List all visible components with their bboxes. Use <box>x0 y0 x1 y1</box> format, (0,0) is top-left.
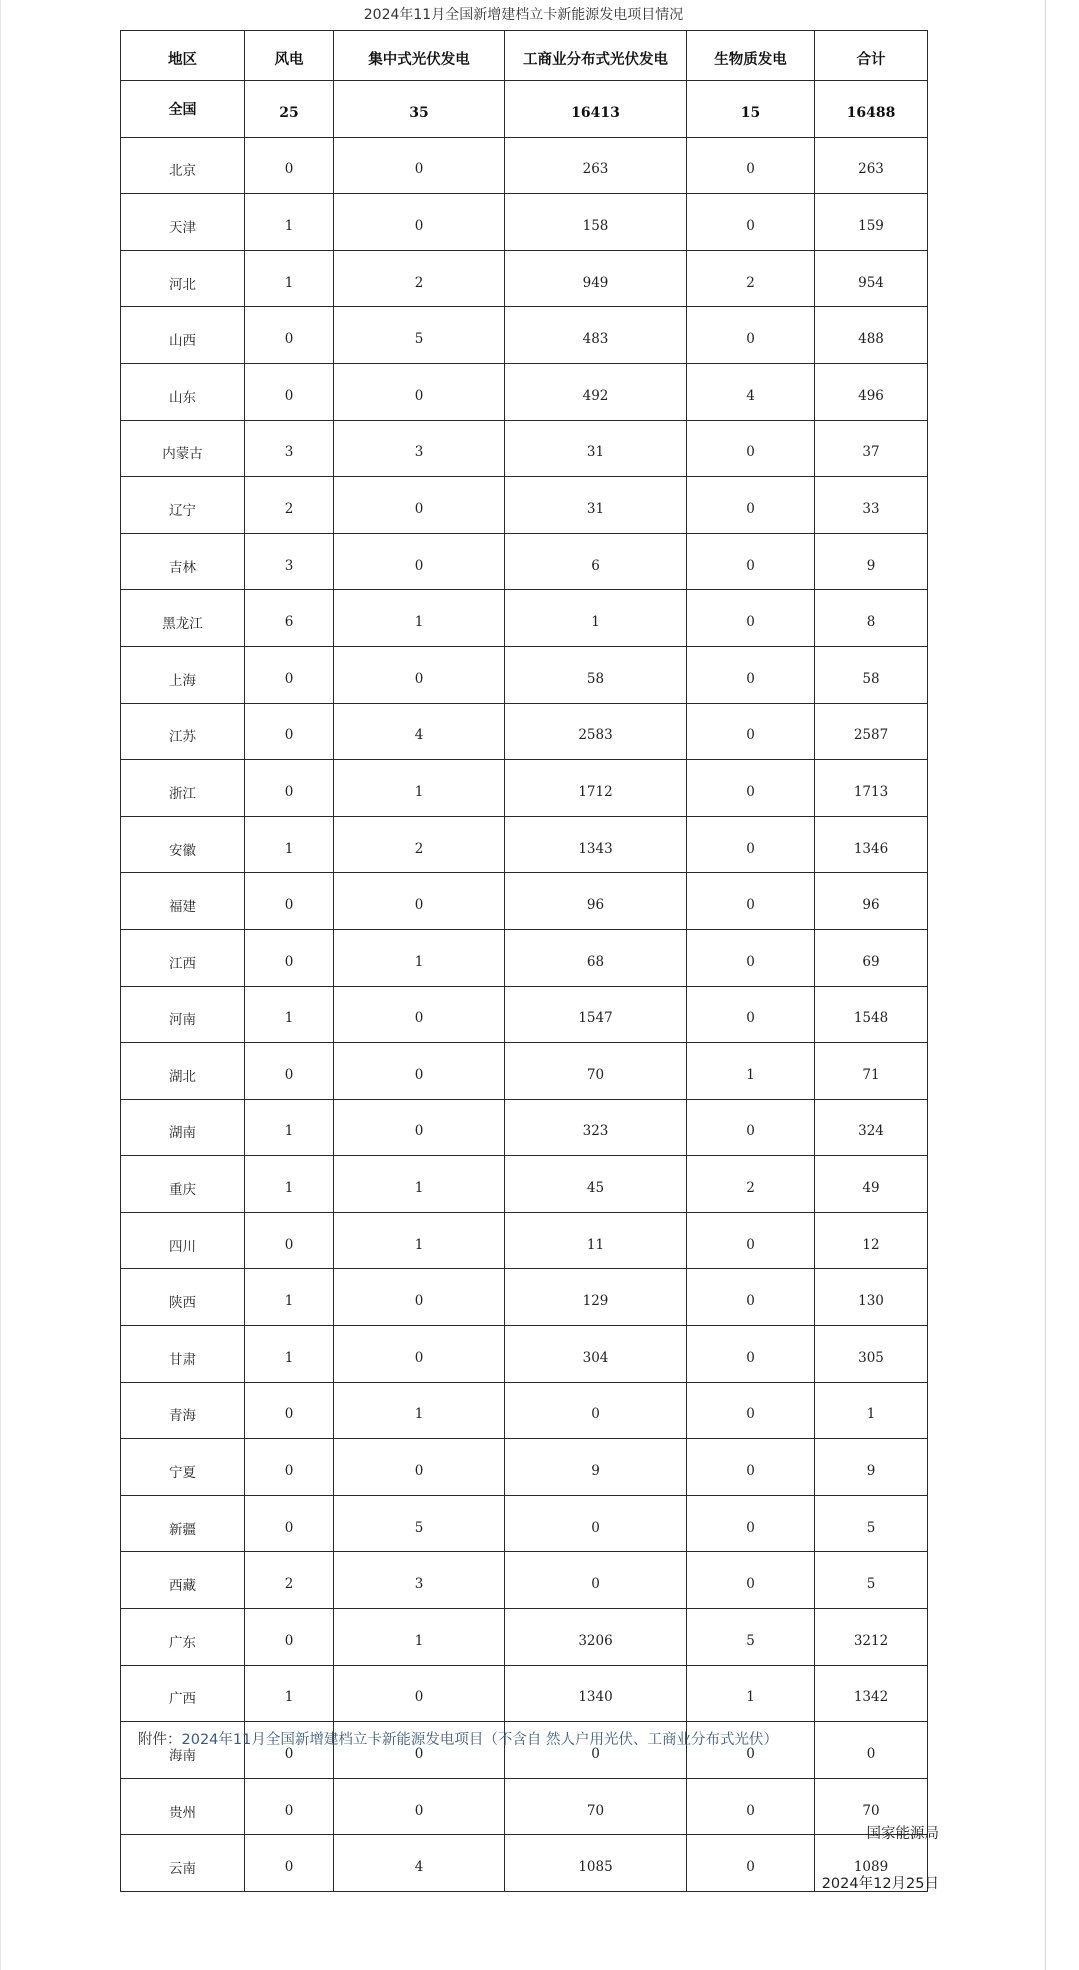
table-row <box>121 873 928 930</box>
cell-central-pv: 0 <box>334 137 505 194</box>
cell-total: 12 <box>815 1212 928 1269</box>
cell-region: 吉林 <box>121 533 245 590</box>
cell-central-pv: 2 <box>334 816 505 873</box>
cell-wind: 1 <box>245 1665 334 1722</box>
cell-biomass: 0 <box>687 1439 815 1496</box>
cell-wind: 1 <box>245 816 334 873</box>
cell-wind: 0 <box>245 1722 334 1779</box>
cell-distributed-pv: 11 <box>505 1212 687 1269</box>
cell-central-pv: 1 <box>334 1609 505 1666</box>
cell-central-pv: 2 <box>334 250 505 307</box>
table-row <box>121 307 928 364</box>
cell-total: 0 <box>815 1722 928 1779</box>
cell-total: 1 <box>815 1382 928 1439</box>
cell-distributed-pv: 1340 <box>505 1665 687 1722</box>
cell-central-pv: 1 <box>334 590 505 647</box>
cell-biomass: 0 <box>687 1778 815 1835</box>
cell-total: 488 <box>815 307 928 364</box>
table-row <box>121 646 928 703</box>
cell-central-pv: 1 <box>334 1382 505 1439</box>
cell-region: 甘肃 <box>121 1326 245 1383</box>
cell-distributed-pv: 158 <box>505 194 687 251</box>
cell-region: 四川 <box>121 1212 245 1269</box>
table-row <box>121 194 928 251</box>
cell-total: 37 <box>815 420 928 477</box>
cell-biomass: 0 <box>687 816 815 873</box>
cell-biomass: 0 <box>687 1835 815 1892</box>
cell-wind: 6 <box>245 590 334 647</box>
cell-distributed-pv: 9 <box>505 1439 687 1496</box>
table-row <box>121 929 928 986</box>
cell-total: 2587 <box>815 703 928 760</box>
cell-central-pv: 1 <box>334 929 505 986</box>
cell-wind: 2 <box>245 477 334 534</box>
cell-central-pv: 0 <box>334 646 505 703</box>
cell-total: 71 <box>815 1043 928 1100</box>
header-total: 合计 <box>815 31 928 81</box>
cell-region: 上海 <box>121 646 245 703</box>
cell-distributed-pv: 949 <box>505 250 687 307</box>
attachment-note <box>138 1728 778 1749</box>
cell-region: 山西 <box>121 307 245 364</box>
header-wind: 风电 <box>245 31 334 81</box>
cell-region: 海南 <box>121 1722 245 1779</box>
cell-wind: 0 <box>245 1212 334 1269</box>
table-row <box>121 1269 928 1326</box>
table-row <box>121 1043 928 1100</box>
cell-region: 福建 <box>121 873 245 930</box>
cell-biomass: 0 <box>687 307 815 364</box>
table-row <box>121 986 928 1043</box>
cell-central-pv: 0 <box>334 873 505 930</box>
cell-biomass: 0 <box>687 646 815 703</box>
cell-region: 河南 <box>121 986 245 1043</box>
table-header-row <box>121 31 928 81</box>
cell-wind: 1 <box>245 1326 334 1383</box>
cell-wind: 3 <box>245 420 334 477</box>
cell-wind: 0 <box>245 760 334 817</box>
cell-wind: 0 <box>245 1609 334 1666</box>
attachment-link[interactable]: 2024年11月全国新增建档立卡新能源发电项目（不含自 然人户用光伏、工商业分布式光伏） <box>181 1732 778 1748</box>
table-row <box>121 1382 928 1439</box>
cell-biomass: 2 <box>687 250 815 307</box>
cell-region: 广东 <box>121 1609 245 1666</box>
cell-total: 159 <box>815 194 928 251</box>
cell-distributed-pv: 492 <box>505 363 687 420</box>
cell-central-pv: 3 <box>334 420 505 477</box>
cell-distributed-pv: 1 <box>505 590 687 647</box>
cell-region: 重庆 <box>121 1156 245 1213</box>
cell-wind: 1 <box>245 250 334 307</box>
cell-biomass: 1 <box>687 1043 815 1100</box>
header-region: 地区 <box>121 31 245 81</box>
table-row <box>121 1552 928 1609</box>
cell-central-pv: 0 <box>334 1269 505 1326</box>
cell-distributed-pv: 31 <box>505 420 687 477</box>
cell-wind: 1 <box>245 986 334 1043</box>
cell-biomass: 0 <box>687 1552 815 1609</box>
cell-central-pv: 0 <box>334 477 505 534</box>
table-row <box>121 1778 928 1835</box>
cell-distributed-pv: 68 <box>505 929 687 986</box>
cell-region: 青海 <box>121 1382 245 1439</box>
header-central-pv: 集中式光伏发电 <box>334 31 505 81</box>
cell-biomass: 0 <box>687 986 815 1043</box>
cell-wind: 0 <box>245 1495 334 1552</box>
national-central-pv: 35 <box>334 81 505 138</box>
cell-total: 5 <box>815 1495 928 1552</box>
cell-region: 河北 <box>121 250 245 307</box>
cell-wind: 1 <box>245 1099 334 1156</box>
cell-biomass: 0 <box>687 1495 815 1552</box>
cell-biomass: 0 <box>687 1722 815 1779</box>
cell-distributed-pv: 58 <box>505 646 687 703</box>
cell-central-pv: 0 <box>334 194 505 251</box>
cell-biomass: 2 <box>687 1156 815 1213</box>
cell-distributed-pv: 263 <box>505 137 687 194</box>
cell-wind: 0 <box>245 929 334 986</box>
cell-central-pv: 0 <box>334 533 505 590</box>
cell-central-pv: 5 <box>334 307 505 364</box>
table-row <box>121 420 928 477</box>
cell-distributed-pv: 1085 <box>505 1835 687 1892</box>
cell-central-pv: 0 <box>334 986 505 1043</box>
cell-total: 954 <box>815 250 928 307</box>
table-row <box>121 1439 928 1496</box>
cell-total: 49 <box>815 1156 928 1213</box>
table-row <box>121 533 928 590</box>
cell-total: 1342 <box>815 1665 928 1722</box>
cell-region: 宁夏 <box>121 1439 245 1496</box>
cell-biomass: 0 <box>687 873 815 930</box>
cell-region: 陕西 <box>121 1269 245 1326</box>
cell-region: 内蒙古 <box>121 420 245 477</box>
cell-total: 33 <box>815 477 928 534</box>
cell-biomass: 0 <box>687 194 815 251</box>
cell-distributed-pv: 0 <box>505 1382 687 1439</box>
table-row <box>121 363 928 420</box>
attachment-label: 附件： <box>138 1732 182 1748</box>
cell-central-pv: 1 <box>334 760 505 817</box>
cell-wind: 0 <box>245 1439 334 1496</box>
national-total: 16488 <box>815 81 928 138</box>
national-total-row <box>121 81 928 138</box>
cell-distributed-pv: 1343 <box>505 816 687 873</box>
cell-wind: 3 <box>245 533 334 590</box>
cell-total: 9 <box>815 1439 928 1496</box>
cell-biomass: 0 <box>687 1099 815 1156</box>
cell-region: 湖北 <box>121 1043 245 1100</box>
cell-distributed-pv: 483 <box>505 307 687 364</box>
cell-central-pv: 0 <box>334 1722 505 1779</box>
cell-region: 江西 <box>121 929 245 986</box>
table-row <box>121 137 928 194</box>
cell-wind: 1 <box>245 1269 334 1326</box>
cell-region: 安徽 <box>121 816 245 873</box>
cell-total: 8 <box>815 590 928 647</box>
cell-biomass: 4 <box>687 363 815 420</box>
cell-biomass: 0 <box>687 590 815 647</box>
cell-total: 96 <box>815 873 928 930</box>
cell-distributed-pv: 0 <box>505 1495 687 1552</box>
table-row <box>121 590 928 647</box>
cell-distributed-pv: 1712 <box>505 760 687 817</box>
cell-total: 70 <box>815 1778 928 1835</box>
cell-total: 58 <box>815 646 928 703</box>
cell-distributed-pv: 70 <box>505 1778 687 1835</box>
national-wind: 25 <box>245 81 334 138</box>
cell-biomass: 0 <box>687 420 815 477</box>
header-distributed-pv: 工商业分布式光伏发电 <box>505 31 687 81</box>
cell-wind: 0 <box>245 363 334 420</box>
table-row <box>121 1156 928 1213</box>
cell-distributed-pv: 31 <box>505 477 687 534</box>
cell-biomass: 0 <box>687 1382 815 1439</box>
cell-central-pv: 0 <box>334 1326 505 1383</box>
cell-wind: 0 <box>245 703 334 760</box>
cell-total: 324 <box>815 1099 928 1156</box>
national-biomass: 15 <box>687 81 815 138</box>
cell-wind: 0 <box>245 1043 334 1100</box>
cell-central-pv: 0 <box>334 1778 505 1835</box>
table-row <box>121 1835 928 1892</box>
cell-region: 黑龙江 <box>121 590 245 647</box>
cell-region: 西藏 <box>121 1552 245 1609</box>
national-distributed-pv: 16413 <box>505 81 687 138</box>
cell-wind: 2 <box>245 1552 334 1609</box>
cell-central-pv: 4 <box>334 703 505 760</box>
cell-region: 湖南 <box>121 1099 245 1156</box>
cell-biomass: 0 <box>687 929 815 986</box>
table-row <box>121 477 928 534</box>
cell-distributed-pv: 304 <box>505 1326 687 1383</box>
cell-distributed-pv: 0 <box>505 1552 687 1609</box>
cell-total: 305 <box>815 1326 928 1383</box>
cell-biomass: 0 <box>687 1326 815 1383</box>
cell-total: 496 <box>815 363 928 420</box>
table-row <box>121 760 928 817</box>
cell-wind: 0 <box>245 137 334 194</box>
report-table <box>120 30 928 1892</box>
national-region: 全国 <box>121 81 245 138</box>
table-row <box>121 1326 928 1383</box>
cell-distributed-pv: 6 <box>505 533 687 590</box>
cell-central-pv: 0 <box>334 1665 505 1722</box>
table-row <box>121 1495 928 1552</box>
cell-biomass: 1 <box>687 1665 815 1722</box>
cell-central-pv: 1 <box>334 1156 505 1213</box>
cell-biomass: 5 <box>687 1609 815 1666</box>
table-row <box>121 1212 928 1269</box>
cell-region: 云南 <box>121 1835 245 1892</box>
cell-distributed-pv: 70 <box>505 1043 687 1100</box>
cell-wind: 0 <box>245 1778 334 1835</box>
cell-wind: 0 <box>245 646 334 703</box>
cell-region: 贵州 <box>121 1778 245 1835</box>
cell-region: 浙江 <box>121 760 245 817</box>
cell-distributed-pv: 3206 <box>505 1609 687 1666</box>
cell-central-pv: 4 <box>334 1835 505 1892</box>
cell-total: 1548 <box>815 986 928 1043</box>
cell-region: 江苏 <box>121 703 245 760</box>
cell-total: 1346 <box>815 816 928 873</box>
cell-biomass: 0 <box>687 1269 815 1326</box>
table-row <box>121 816 928 873</box>
cell-wind: 1 <box>245 1156 334 1213</box>
cell-region: 天津 <box>121 194 245 251</box>
cell-region: 北京 <box>121 137 245 194</box>
table-row <box>121 703 928 760</box>
cell-central-pv: 0 <box>334 1439 505 1496</box>
document-title: 2024年11月全国新增建档立卡新能源发电项目情况 <box>363 7 684 23</box>
cell-biomass: 0 <box>687 1212 815 1269</box>
cell-total: 130 <box>815 1269 928 1326</box>
cell-distributed-pv: 129 <box>505 1269 687 1326</box>
cell-central-pv: 0 <box>334 1099 505 1156</box>
table-row <box>121 250 928 307</box>
cell-wind: 0 <box>245 307 334 364</box>
cell-region: 广西 <box>121 1665 245 1722</box>
header-biomass: 生物质发电 <box>687 31 815 81</box>
cell-wind: 0 <box>245 1382 334 1439</box>
table-row <box>121 1099 928 1156</box>
cell-distributed-pv: 0 <box>505 1722 687 1779</box>
issue-date: 2024年12月25日 <box>821 1876 939 1892</box>
cell-total: 1089 <box>815 1835 928 1892</box>
cell-region: 新疆 <box>121 1495 245 1552</box>
cell-distributed-pv: 2583 <box>505 703 687 760</box>
cell-total: 263 <box>815 137 928 194</box>
cell-wind: 0 <box>245 1835 334 1892</box>
cell-central-pv: 3 <box>334 1552 505 1609</box>
cell-biomass: 0 <box>687 760 815 817</box>
table-row <box>121 1609 928 1666</box>
cell-total: 9 <box>815 533 928 590</box>
cell-central-pv: 0 <box>334 363 505 420</box>
cell-total: 69 <box>815 929 928 986</box>
cell-central-pv: 5 <box>334 1495 505 1552</box>
cell-region: 辽宁 <box>121 477 245 534</box>
cell-biomass: 0 <box>687 137 815 194</box>
cell-distributed-pv: 1547 <box>505 986 687 1043</box>
cell-biomass: 0 <box>687 477 815 534</box>
cell-wind: 1 <box>245 194 334 251</box>
cell-total: 5 <box>815 1552 928 1609</box>
issuer-signature: 国家能源局 <box>866 1826 939 1842</box>
cell-distributed-pv: 45 <box>505 1156 687 1213</box>
table-row <box>121 1665 928 1722</box>
cell-central-pv: 1 <box>334 1212 505 1269</box>
cell-distributed-pv: 323 <box>505 1099 687 1156</box>
cell-total: 3212 <box>815 1609 928 1666</box>
cell-total: 1713 <box>815 760 928 817</box>
cell-region: 山东 <box>121 363 245 420</box>
cell-central-pv: 0 <box>334 1043 505 1100</box>
cell-biomass: 0 <box>687 703 815 760</box>
cell-distributed-pv: 96 <box>505 873 687 930</box>
cell-biomass: 0 <box>687 533 815 590</box>
cell-wind: 0 <box>245 873 334 930</box>
